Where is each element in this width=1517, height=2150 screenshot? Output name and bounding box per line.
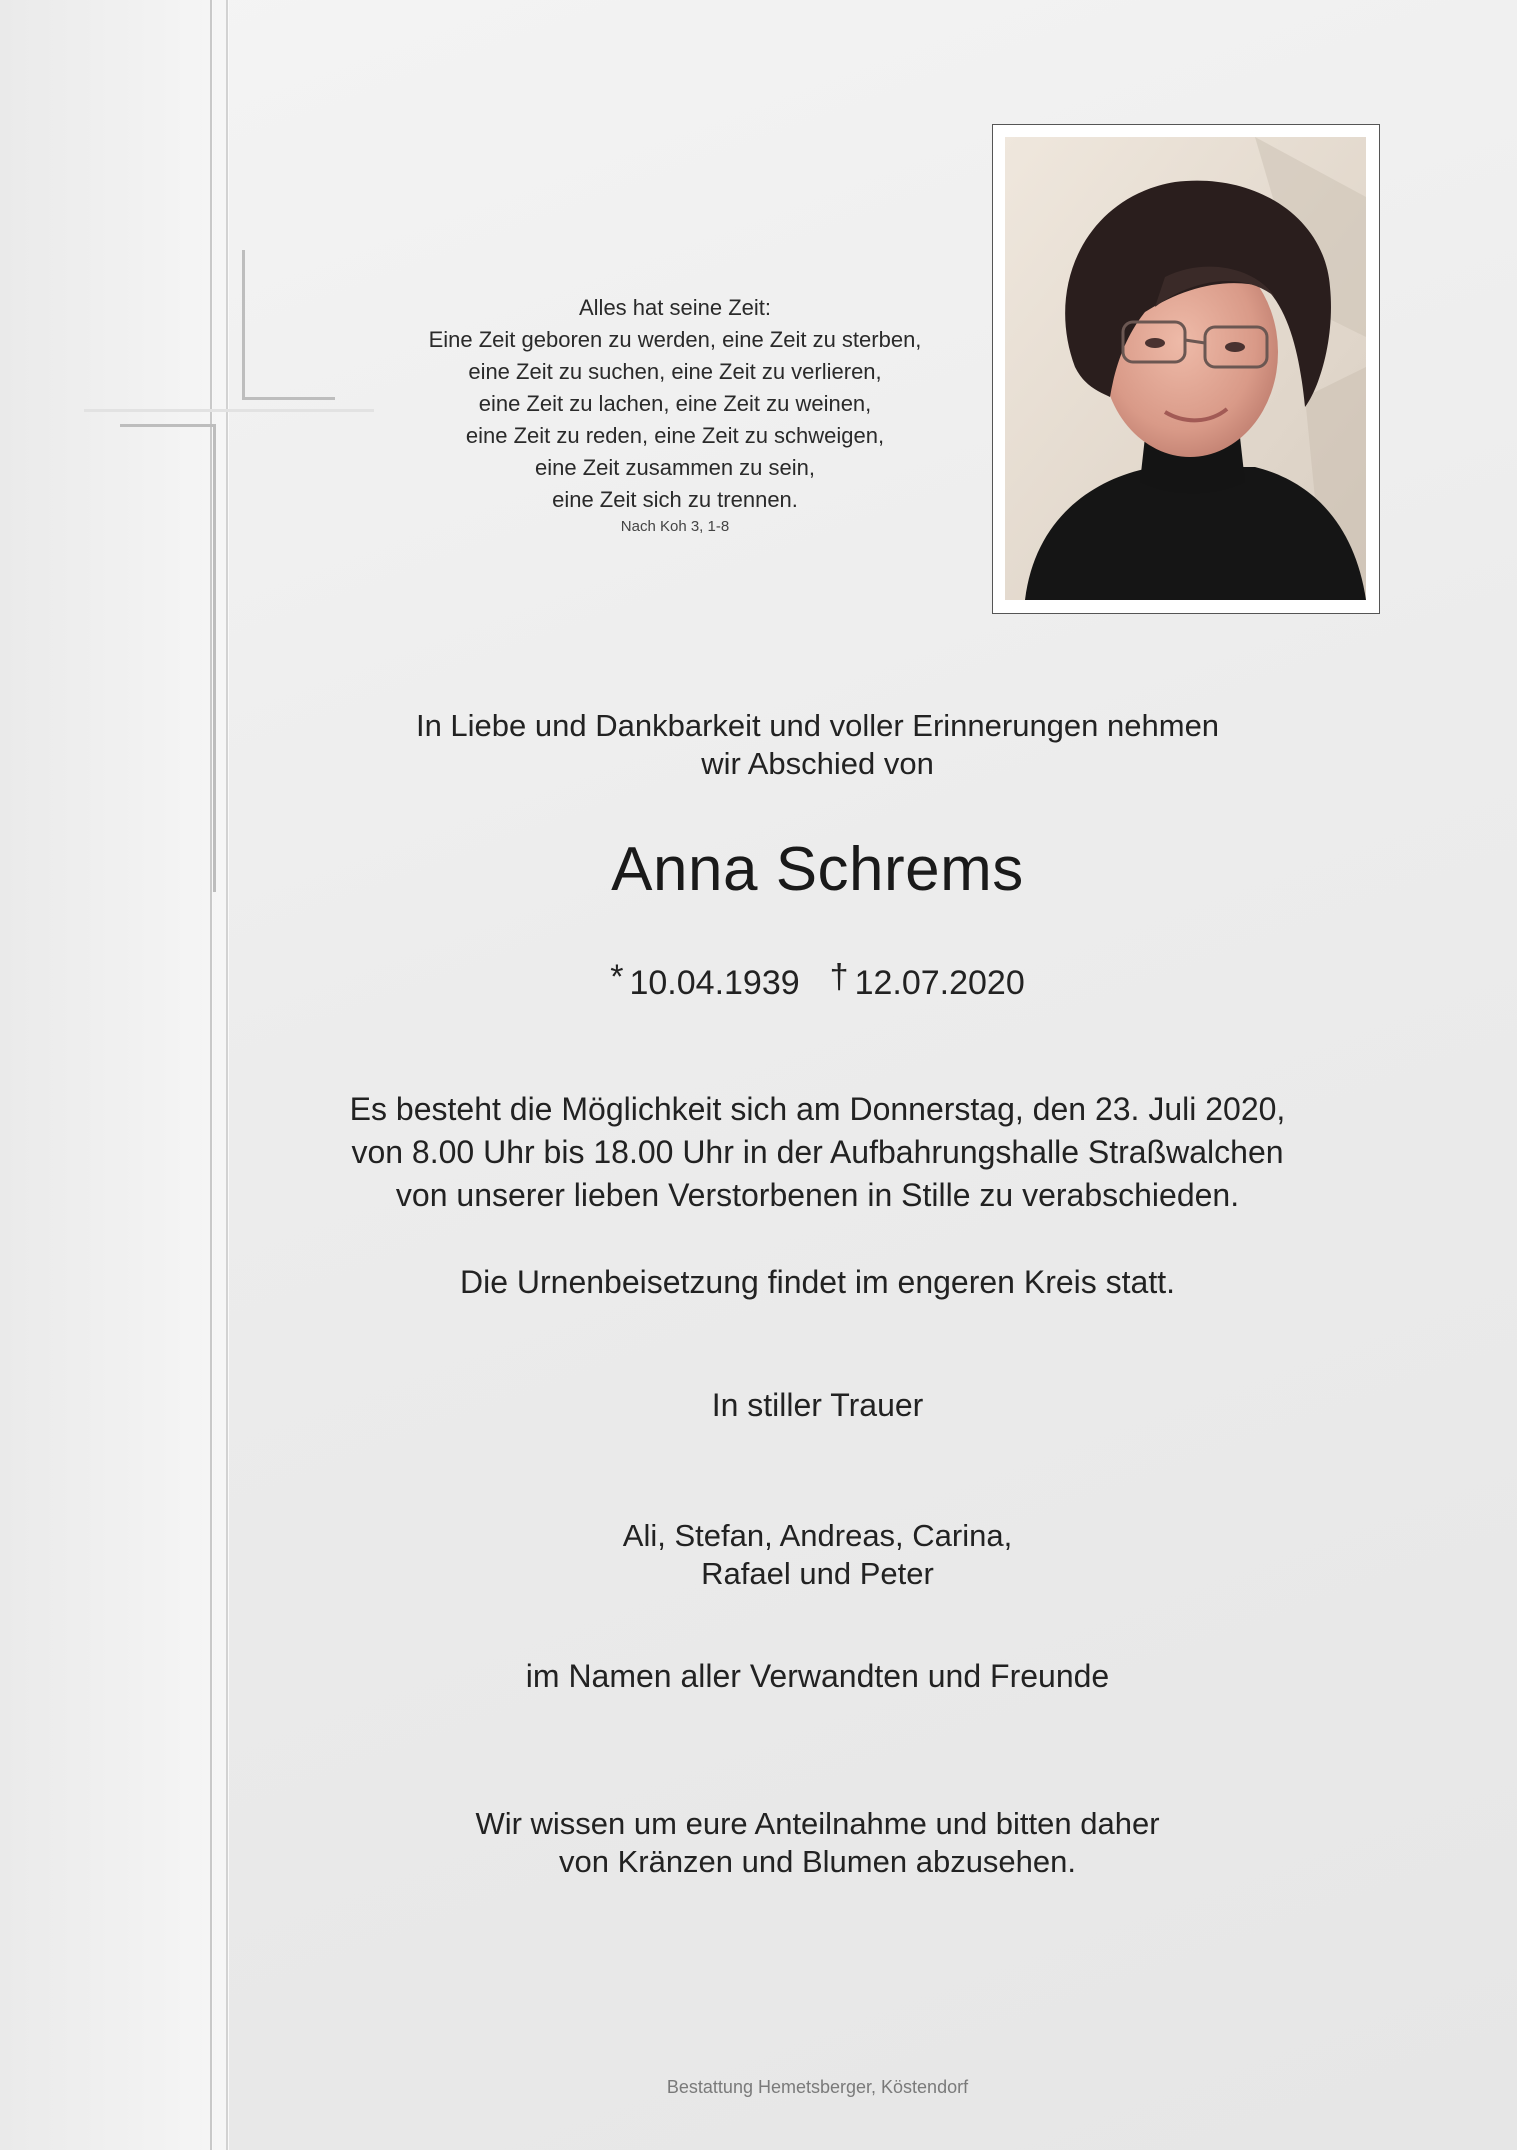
left-decorative-band [0,0,226,2150]
bible-quote [360,292,990,538]
family-names [250,1517,1385,1593]
viewing-line: von 8.00 Uhr bis 18.00 Uhr in der Aufbahrungshalle Straßwalchen [351,1134,1284,1170]
portrait-photo [1005,137,1366,600]
portrait-frame [992,124,1380,614]
intro-line: wir Abschied von [701,746,934,781]
deceased-name: Anna Schrems [611,835,1024,904]
left-vertical-line-inner [226,0,228,2150]
quote-source: Nach Koh 3, 1-8 [620,518,730,535]
relatives-line: im Namen aller Verwandten und Freunde [525,1658,1110,1694]
quote-line: eine Zeit zusammen zu sein, [534,455,816,480]
request-line: Wir wissen um eure Anteilnahme und bitten daher [475,1806,1160,1841]
quote-line: Eine Zeit geboren zu werden, eine Zeit zu sterben, [428,327,922,352]
birth-symbol: * [610,958,624,996]
birth-date: 10.04.1939 [629,964,800,1002]
left-vertical-line [210,0,212,2150]
burial-info: Die Urnenbeisetzung findet im engeren Kreis statt. [459,1264,1176,1300]
quote-line: eine Zeit zu lachen, eine Zeit zu weinen, [478,391,872,416]
viewing-info [250,1088,1385,1217]
quote-line: Alles hat seine Zeit: [579,295,771,320]
death-symbol: † [829,958,849,996]
quote-line: eine Zeit zu suchen, eine Zeit zu verlieren, [468,359,882,384]
death-date: 12.07.2020 [854,964,1025,1002]
intro-text [250,707,1385,783]
flower-request [250,1805,1385,1881]
quote-line: eine Zeit zu reden, eine Zeit zu schweigen, [465,423,885,448]
request-line: von Kränzen und Blumen abzusehen. [558,1844,1077,1879]
viewing-line: Es besteht die Möglichkeit sich am Donnerstag, den 23. Juli 2020, [349,1091,1286,1127]
life-dates [250,955,1385,1005]
family-line: Rafael und Peter [701,1556,934,1591]
quote-line: eine Zeit sich zu trennen. [552,487,798,512]
intro-line: In Liebe und Dankbarkeit und voller Erinnerungen nehmen [415,708,1220,743]
family-line: Ali, Stefan, Andreas, Carina, [622,1518,1013,1553]
mourning-line: In stiller Trauer [711,1387,924,1423]
viewing-line: von unserer lieben Verstorbenen in Stille zu verabschieden. [395,1177,1240,1213]
funeral-home-footer: Bestattung Hemetsberger, Köstendorf [666,2077,969,2097]
